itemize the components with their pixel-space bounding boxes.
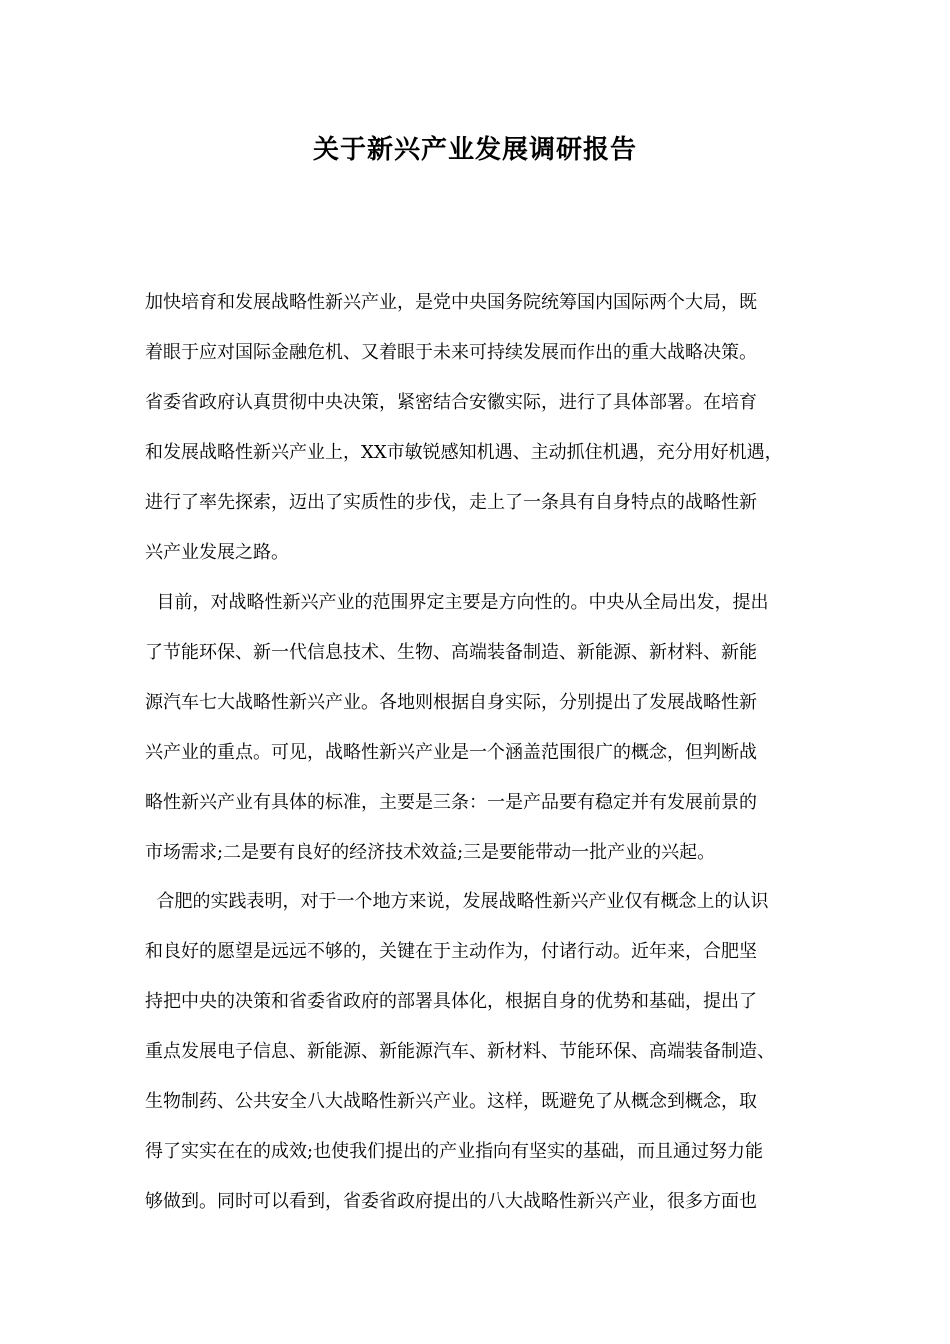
document-title: 关于新兴产业发展调研报告 (312, 135, 637, 165)
body-line: 和发展战略性新兴产业上，XX市敏锐感知机遇、主动抓住机遇，充分用好机遇， (145, 442, 783, 463)
body-line: 生物制药、公共安全八大战略性新兴产业。这样，既避免了从概念到概念，取 (145, 1091, 757, 1112)
body-line: 和良好的愿望是远远不够的，关键在于主动作为，付诸行动。近年来，合肥坚 (145, 941, 757, 962)
body-line: 得了实实在在的成效;也使我们提出的产业指向有坚实的基础，而且通过努力能 (145, 1141, 764, 1162)
body-line: 持把中央的决策和省委省政府的部署具体化，根据自身的优势和基础，提出了 (145, 991, 757, 1012)
body-line: 目前，对战略性新兴产业的范围界定主要是方向性的。中央从全局出发，提出 (145, 592, 769, 613)
body-line: 够做到。同时可以看到，省委省政府提出的八大战略性新兴产业，很多方面也 (145, 1191, 757, 1212)
body-line: 着眼于应对国际金融危机、又着眼于未来可持续发展而作出的重大战略决策。 (145, 342, 757, 363)
body-line: 略性新兴产业有具体的标准，主要是三条：一是产品要有稳定并有发展前景的 (145, 792, 757, 813)
body-line: 省委省政府认真贯彻中央决策，紧密结合安徽实际，进行了具体部署。在培育 (145, 392, 757, 413)
body-line: 源汽车七大战略性新兴产业。各地则根据自身实际，分别提出了发展战略性新 (145, 692, 757, 713)
body-line: 加快培育和发展战略性新兴产业，是党中央国务院统筹国内国际两个大局，既 (145, 292, 757, 313)
body-line: 了节能环保、新一代信息技术、生物、高端装备制造、新能源、新材料、新能 (145, 642, 757, 663)
body-line: 兴产业的重点。可见，战略性新兴产业是一个涵盖范围很广的概念，但判断战 (145, 742, 757, 763)
body-line: 兴产业发展之路。 (145, 542, 289, 563)
body-line: 市场需求;二是要有良好的经济技术效益;三是要能带动一批产业的兴起。 (145, 842, 716, 863)
body-line: 重点发展电子信息、新能源、新能源汽车、新材料、节能环保、高端装备制造、 (145, 1041, 775, 1062)
body-line: 合肥的实践表明，对于一个地方来说，发展战略性新兴产业仅有概念上的认识 (145, 891, 769, 912)
body-line: 进行了率先探索，迈出了实质性的步伐，走上了一条具有自身特点的战略性新 (145, 492, 757, 513)
